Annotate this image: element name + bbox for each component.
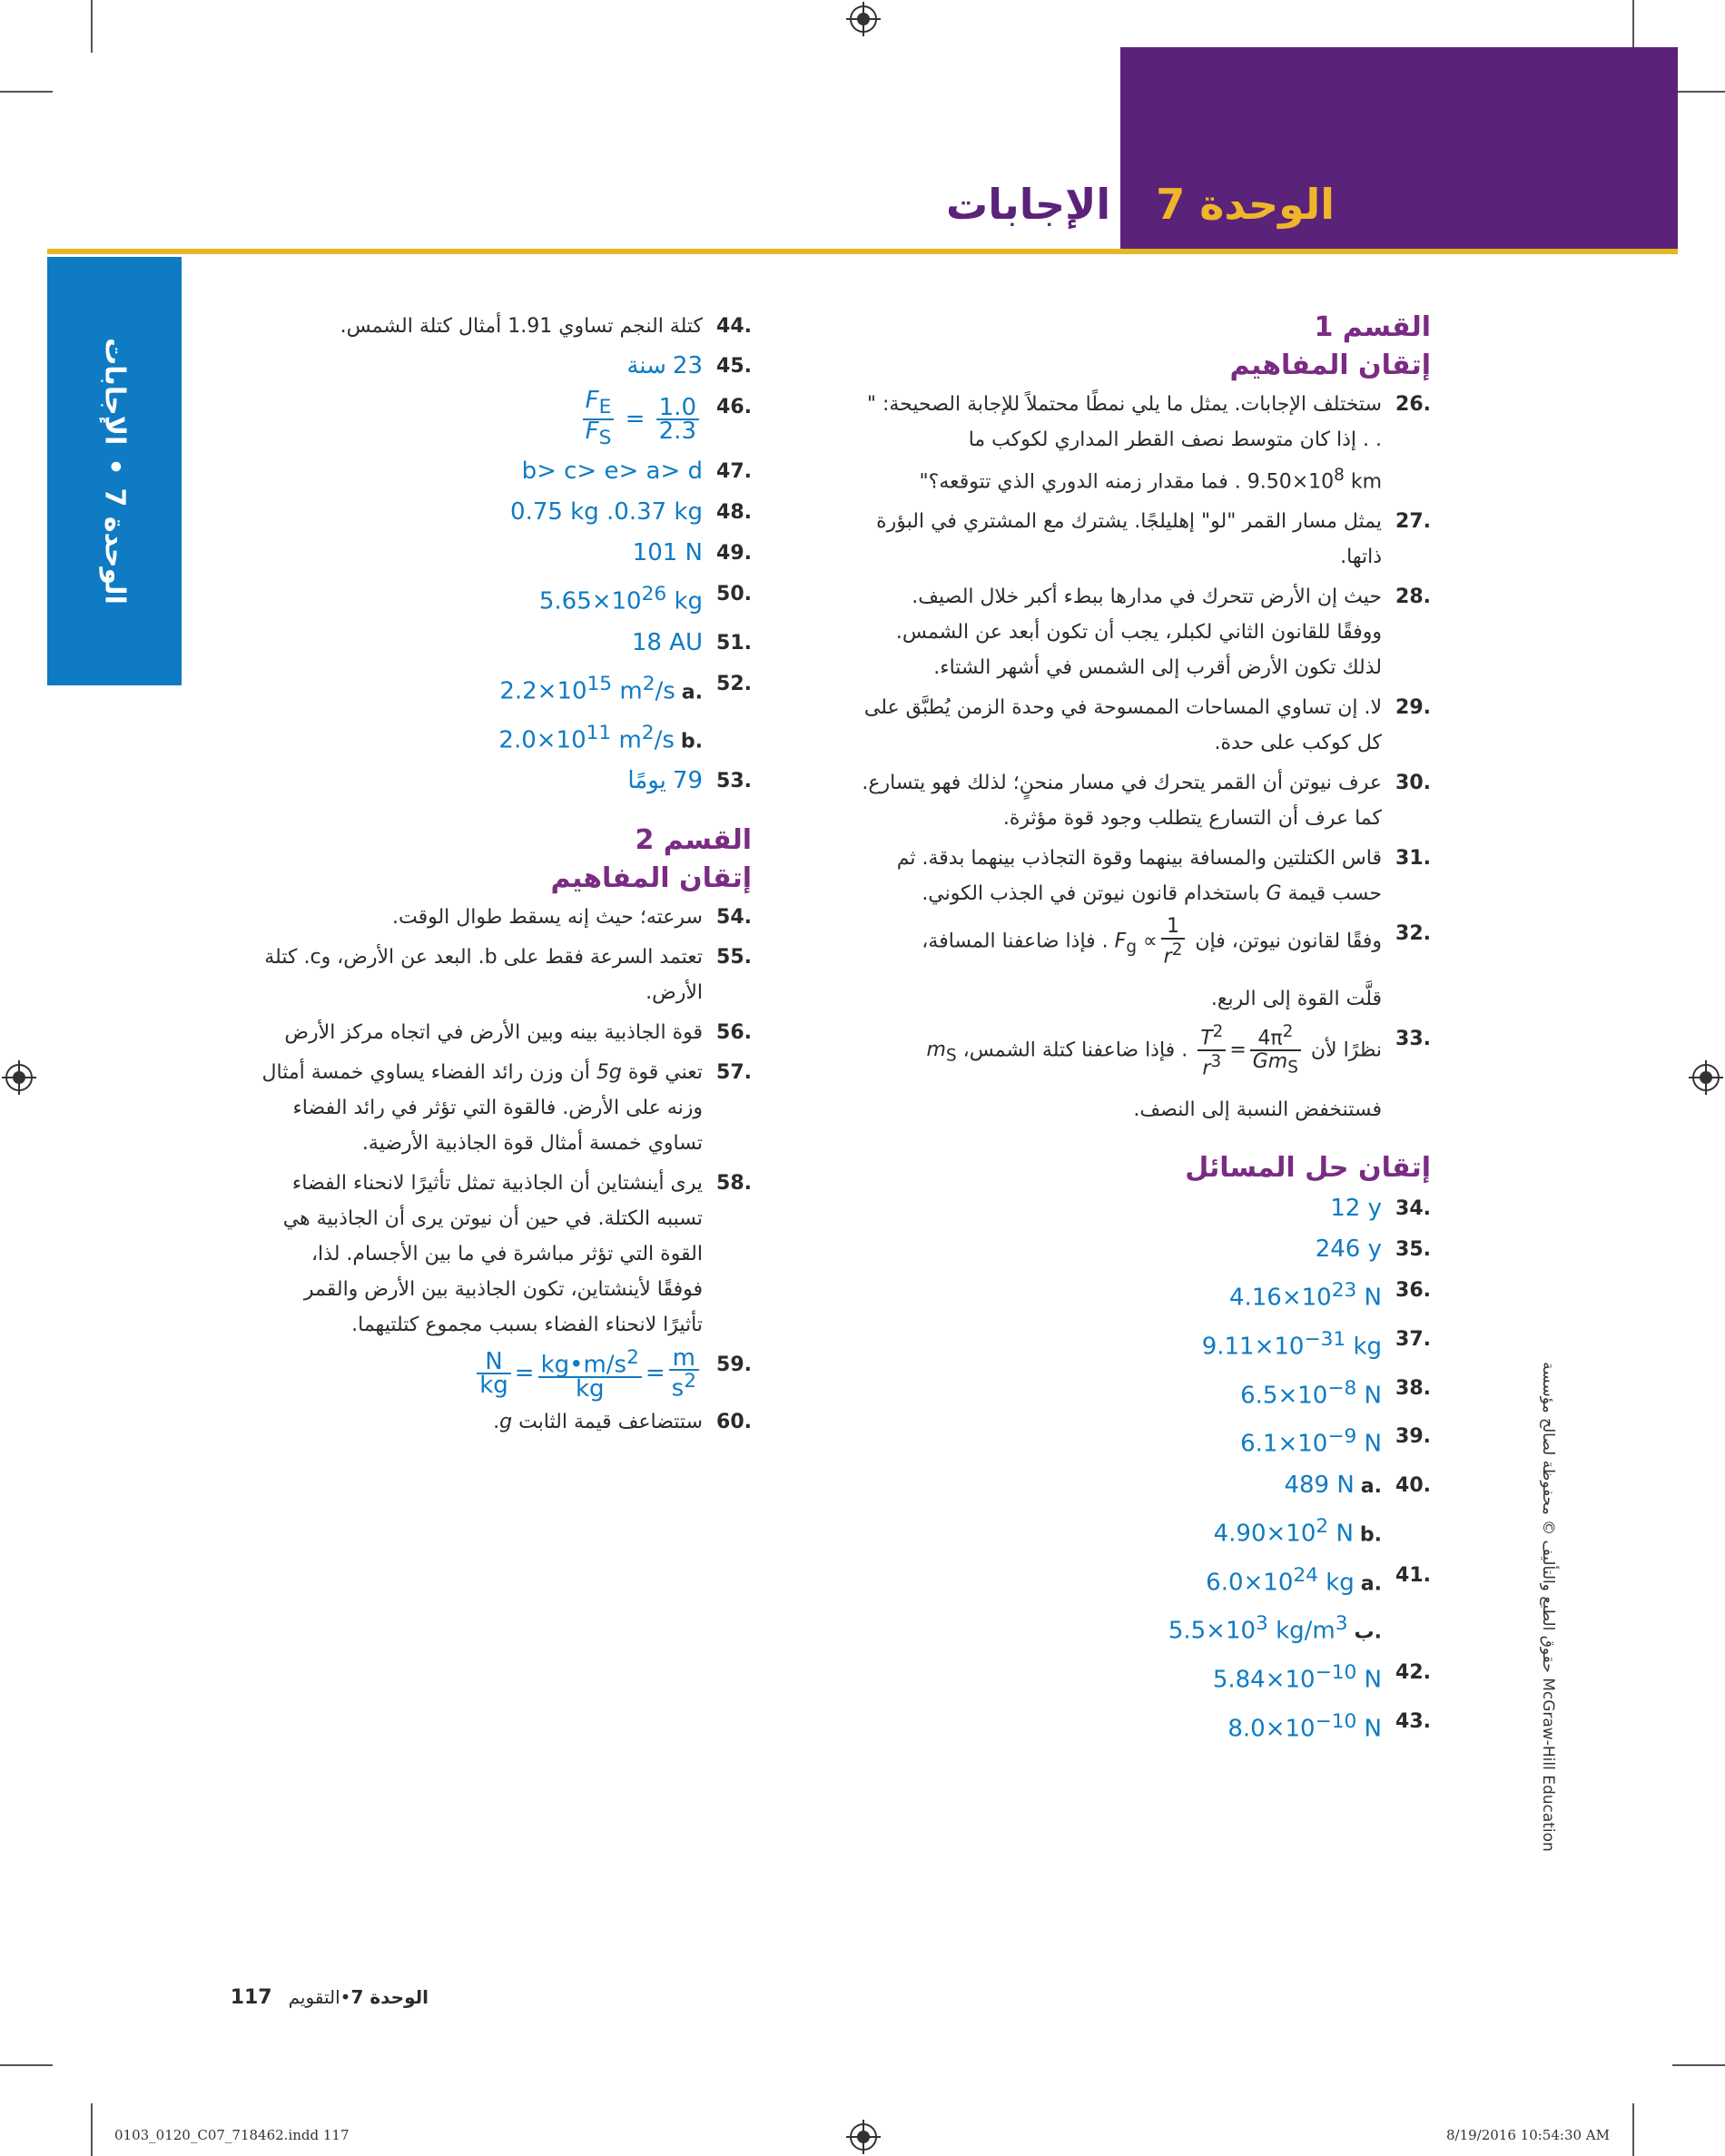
answer-item: .31 قاس الكتلتين والمسافة بينهما وقوة التجاذب بينهما بدقة. ثم حسب قيمة G باستخدام قانون نيوتن في الجذب الكوني. bbox=[861, 841, 1431, 911]
answer-item bbox=[861, 579, 1431, 685]
page-number: 117 bbox=[230, 1986, 272, 2009]
answer-item: .56 قوة الجاذبية بينه وبين الأرض في اتجاه مركز الأرض bbox=[284, 1021, 752, 1045]
subsection-title: إتقان المفاهيم bbox=[550, 862, 752, 895]
crop-mark bbox=[0, 91, 53, 93]
formula: $\frac{F_E}{F_S}$ = $\frac{1.0}{2.3}$ bbox=[579, 389, 703, 449]
answer-item: .35 246 y bbox=[1315, 1236, 1431, 1264]
answer-item: .60 ستتضاعف قيمة الثابت g. bbox=[493, 1411, 752, 1433]
answer-item: .54 سرعته؛ حيث إنه يسقط طوال الوقت. bbox=[392, 906, 752, 930]
answer-item: .48 0.75 kg .0.37 kg bbox=[510, 498, 752, 527]
header-rule bbox=[47, 249, 1678, 254]
item-text: فستنخفض النسبة إلى النصف. bbox=[1133, 1098, 1382, 1122]
formula: $\frac{T^2}{r^3}$ = $\frac{4\pi^2}{Gm_S}$ bbox=[1194, 1021, 1305, 1080]
crop-mark bbox=[91, 0, 93, 53]
answer-item: .53 79 يومًا bbox=[627, 767, 752, 795]
answer-item: .41 .a $6.0\times 10^{24}$ kg bbox=[1206, 1563, 1431, 1597]
item-number: .30 bbox=[1395, 772, 1431, 795]
side-tab-unit: الوحدة 7 bbox=[98, 487, 131, 605]
formula: $F_g$ ∝ $\frac{1}{r^2}$ bbox=[1115, 916, 1189, 968]
symbol-text: G bbox=[1266, 882, 1282, 906]
answer-item: .52 .a $2.2\times 10^{15}$ $m^2/s$ bbox=[499, 673, 752, 705]
registration-mark-icon bbox=[5, 1064, 33, 1091]
answer-item: .47 b> c> e> a> d bbox=[521, 458, 752, 486]
answer-item: .36 $4.16\times 10^{23}$ N bbox=[1228, 1279, 1431, 1312]
answer-item bbox=[861, 765, 1431, 836]
date-slug: 8/19/2016 10:54:30 AM bbox=[1445, 2127, 1610, 2143]
item-text: . فما مقدار زمنه الدوري الذي تتوقعه؟" bbox=[919, 470, 1241, 494]
answer-item: .57 تعني قوة 5g أن وزن رائد الفضاء يساوي خمسة أمثال وزنه على الأرض. فالقوة التي تؤثر في رائد الفضاء تساوي خمسة أمثال قوة الجاذبية الأرضية. bbox=[261, 1061, 752, 1156]
file-slug: 0103_0120_C07_718462.indd 117 bbox=[114, 2127, 350, 2143]
right-column bbox=[861, 309, 1431, 1752]
side-tab-bullet: • bbox=[98, 458, 131, 476]
item-number: .26 bbox=[1395, 393, 1431, 416]
answer-item: .b $2.0\times 10^{11}$ $m^2/s$ bbox=[498, 721, 703, 754]
crop-mark bbox=[1632, 2103, 1634, 2156]
registration-mark-icon bbox=[1692, 1064, 1720, 1091]
formula: $\frac{N}{kg}$ = $\frac{kg•m/s^2}{kg}$ = $\frac{m}{s^2}$ bbox=[473, 1347, 703, 1400]
subsection-title: إتقان المفاهيم bbox=[1229, 349, 1431, 381]
value-text: $9.50\times 10^8$ km bbox=[1247, 466, 1382, 494]
item-number: .29 bbox=[1395, 696, 1431, 720]
answer-item bbox=[861, 690, 1431, 761]
item-text: عرف نيوتن أن القمر يتحرك في مسار منحنٍ؛ لذلك فهو يتسارع. كما عرف أن التسارع يتطلب وجود قوة مؤثرة. bbox=[862, 772, 1382, 831]
item-text: قلَّت القوة إلى الربع. bbox=[1210, 987, 1382, 1010]
side-tab-label bbox=[99, 338, 131, 605]
answer-item bbox=[861, 387, 1431, 499]
answer-item: .44 كتلة النجم تساوي 1.91 أمثال كتلة الشمس. bbox=[340, 315, 752, 338]
answer-item: .40 .a 489 N bbox=[1284, 1471, 1431, 1499]
item-number: .28 bbox=[1395, 586, 1431, 609]
registration-mark-icon bbox=[850, 5, 877, 33]
answer-item: .51 18 AU bbox=[631, 629, 752, 657]
answer-item: .ب $5.5\times 10^3$ $kg/m^3$ bbox=[1168, 1612, 1382, 1645]
title-label: الإجابات bbox=[945, 180, 1111, 229]
crop-mark bbox=[1632, 0, 1634, 53]
item-text: حيث إن الأرض تتحرك في مدارها ببطء أكبر خلال الصيف. ووفقًا للقانون الثاني لكبلر، يجب أن تكون أبعد عن الشمس. لذلك تكون الأرض أقرب إلى الشمس في أشهر الشتاء. bbox=[895, 586, 1382, 680]
registration-mark-icon bbox=[850, 2123, 877, 2151]
item-text: ستختلف الإجابات. يمثل ما يلي نمطًا محتملاً للإجابة الصحيحة: " . . إذا كان متوسط نصف القطر المداري لكوكب ما bbox=[866, 393, 1382, 451]
page-title bbox=[946, 168, 1335, 241]
subsection-title: إتقان حل المسائل bbox=[1185, 1152, 1431, 1185]
copyright-text: حقوق الطبع والتأليف © محفوظة لصالح مؤسسة McGraw-Hill Education bbox=[1539, 1362, 1557, 1852]
page-footer: الوحدة 7•التقويم117 bbox=[230, 1986, 429, 2009]
answer-item: .34 12 y bbox=[1330, 1195, 1431, 1223]
answer-item: .38 $6.5\times 10^{-8}$ N bbox=[1240, 1376, 1431, 1410]
answer-item: .42 $5.84\times 10^{-10}$ N bbox=[1212, 1660, 1431, 1694]
answer-item: .43 $8.0\times 10^{-10}$ N bbox=[1227, 1709, 1431, 1743]
left-column bbox=[261, 309, 752, 1444]
item-text: لا. إن تساوي المساحات الممسوحة في وحدة الزمن يُطبَّق على كل كوكب على حدة. bbox=[863, 696, 1382, 755]
side-tab-title: الإجابات bbox=[98, 338, 131, 446]
crop-mark bbox=[1672, 2064, 1725, 2066]
answer-item bbox=[861, 504, 1431, 575]
item-number: .32 bbox=[1395, 922, 1431, 946]
answer-item: .55 تعتمد السرعة فقط على b. البعد عن الأرض، وc. كتلة الأرض. bbox=[264, 946, 752, 1005]
section-title: القسم 2 bbox=[635, 824, 752, 857]
answer-item: .50 $5.65\times 10^{26}$ kg bbox=[538, 583, 752, 616]
crop-mark bbox=[0, 2064, 53, 2066]
crop-mark bbox=[1672, 91, 1725, 93]
answer-item: .b $4.90\times 10^2$ N bbox=[1213, 1514, 1382, 1548]
item-number: .31 bbox=[1395, 847, 1431, 871]
item-text: يمثل مسار القمر "لو" إهليلجًا. يشترك مع المشتري في البؤرة ذاتها. bbox=[876, 510, 1382, 569]
section-title: القسم 1 bbox=[1314, 311, 1431, 343]
unit-label: الوحدة 7 bbox=[1156, 180, 1335, 229]
item-number: .33 bbox=[1395, 1027, 1431, 1050]
item-number: .27 bbox=[1395, 510, 1431, 534]
answer-item: .49 101 N bbox=[632, 539, 752, 567]
answer-item: .39 $6.1\times 10^{-9}$ N bbox=[1240, 1425, 1431, 1458]
crop-mark bbox=[91, 2103, 93, 2156]
answer-item: .33 نظرًا لأن $\frac{T^2}{r^3}$ = $\frac{4\pi^2}{Gm_S}$ . فإذا ضاعفنا كتلة الشمس، $m_S$ فستنخفض النسبة إلى النصف. bbox=[861, 1021, 1431, 1128]
answer-item: .46 $\frac{F_E}{F_S}$ = $\frac{1.0}{2.3}$ bbox=[261, 389, 752, 449]
answer-item: .45 23 سنة bbox=[626, 352, 752, 379]
answer-item: .59 $\frac{N}{kg}$ = $\frac{kg•m/s^2}{kg}$ = $\frac{m}{s^2}$ bbox=[261, 1347, 752, 1400]
answer-item: .58 يرى أينشتاين أن الجاذبية تمثل تأثيرًا لانحناء الفضاء تسببه الكتلة. في حين أن نيوتن يرى أن الجاذبية هي القوة التي تؤثر مباشرة في ما بين الأجسام. لذا، فوفقًا لأينشتاين، تكون الجاذبية بين الأرض والقمر تأثيرًا لانحناء الفضاء بسبب مجموع كتلتيهما. bbox=[282, 1172, 752, 1337]
answer-item: .37 $9.11\times 10^{-31}$ kg bbox=[1201, 1327, 1431, 1361]
answer-item: .32 وفقًا لقانون نيوتن، فإن $F_g$ ∝ $\frac{1}{r^2}$ . فإذا ضاعفنا المسافة، قلَّت القوة إلى الربع. bbox=[861, 916, 1431, 1016]
